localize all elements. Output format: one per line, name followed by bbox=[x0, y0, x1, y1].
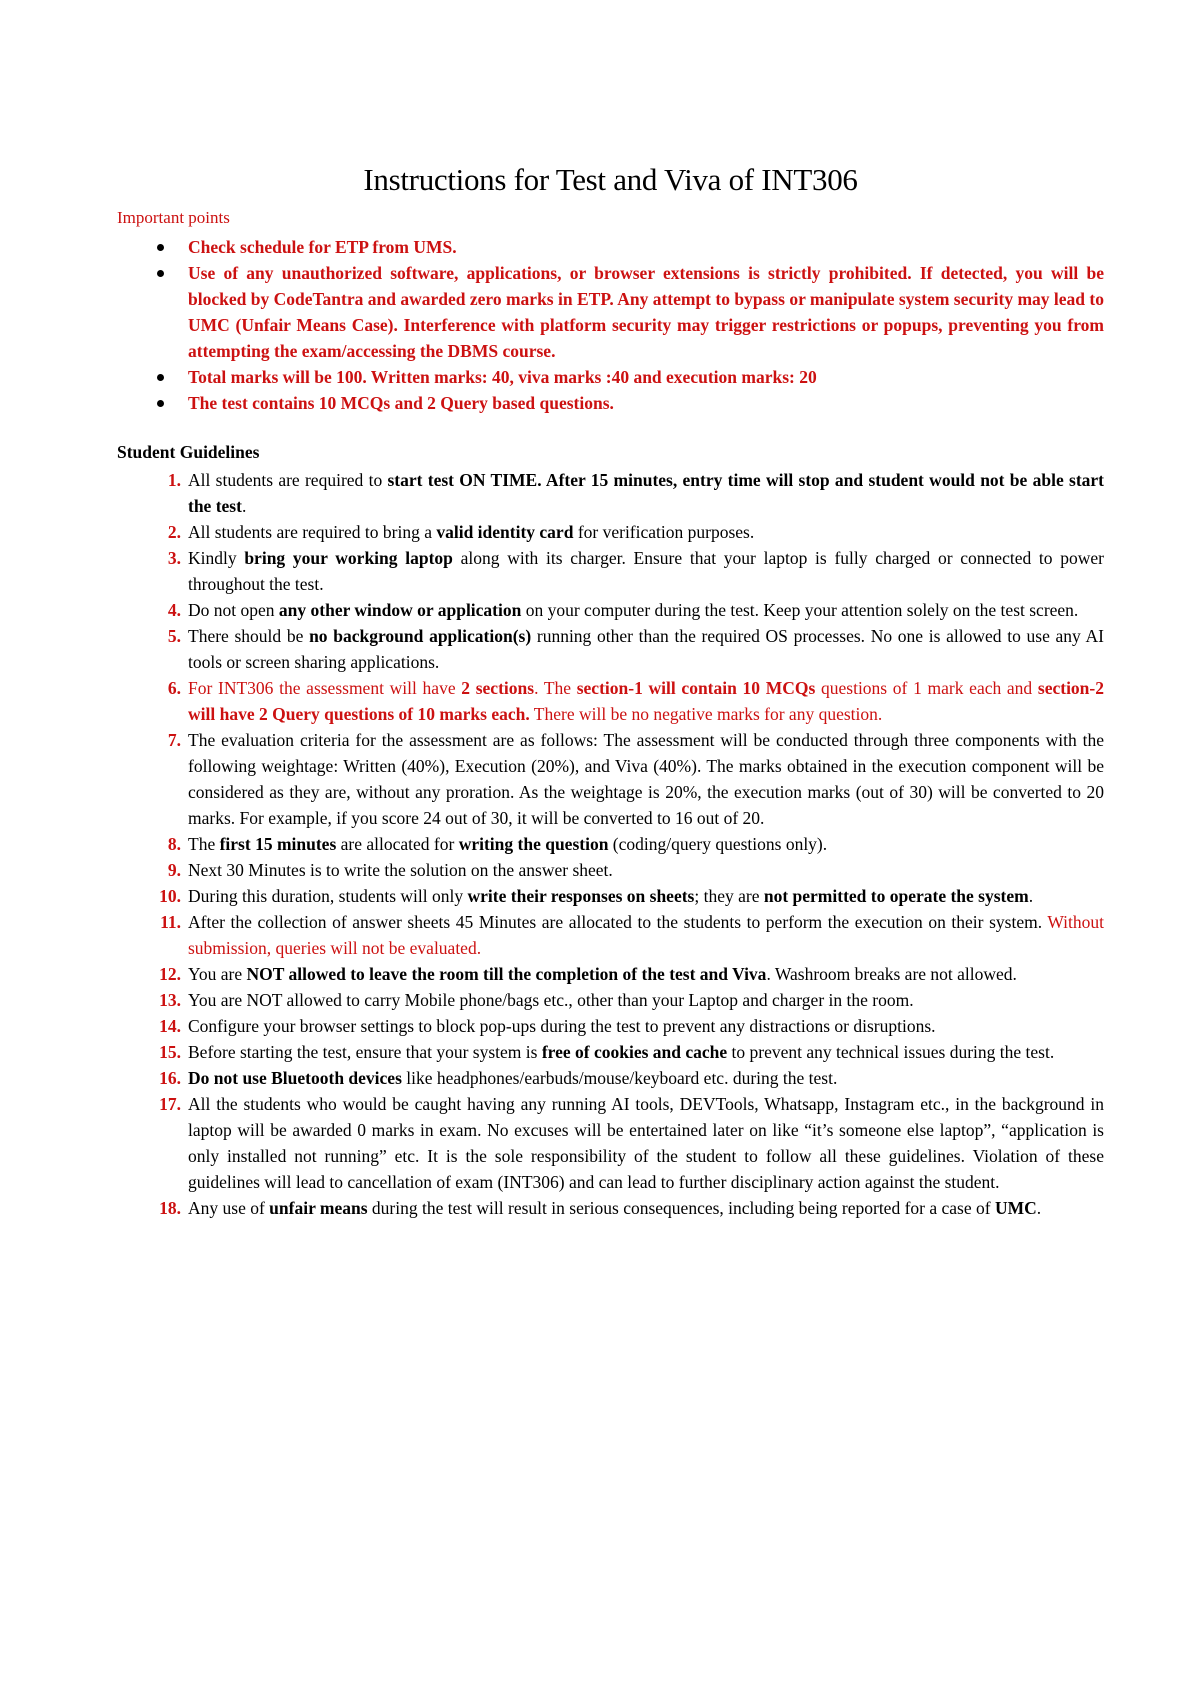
guideline-item bbox=[117, 1065, 1104, 1091]
guideline-number: 17. bbox=[159, 1094, 181, 1114]
guideline-text: section-2 will have 2 Query questions of 10 marks each. bbox=[188, 678, 1104, 724]
important-point: Total marks will be 100. Written marks: 40, viva marks :40 and execution marks: 20 bbox=[117, 364, 1104, 390]
guideline-item bbox=[117, 1013, 1104, 1039]
important-point: Check schedule for ETP from UMS. bbox=[117, 234, 1104, 260]
bullet-icon bbox=[157, 400, 164, 407]
guideline-text: Before starting the test, ensure that your system is bbox=[188, 1042, 542, 1062]
guideline-text: . bbox=[241, 496, 247, 516]
guideline-text: Any use of bbox=[188, 1198, 270, 1218]
guideline-number: 1. bbox=[167, 470, 181, 490]
guideline-number: 12. bbox=[159, 964, 181, 984]
guideline-text: There should be bbox=[188, 626, 310, 646]
guideline-text: All students are required to bring a bbox=[188, 522, 437, 542]
guideline-text: Do not open bbox=[188, 600, 279, 620]
guideline-item bbox=[117, 961, 1104, 987]
guideline-text: unfair means bbox=[269, 1198, 368, 1218]
guideline-text: Next 30 Minutes is to write the solution on the answer sheet. bbox=[188, 860, 613, 880]
guideline-text: are allocated for bbox=[336, 834, 459, 854]
guideline-text: . bbox=[1036, 1198, 1042, 1218]
guidelines-list bbox=[117, 467, 1104, 1221]
guideline-text: All the students who would be caught having any running AI tools, DEVTools, Whatsapp, Instagram etc., in the background in laptop will be awarded 0 marks in exam. No excuses will be entertained later on like “it’s someone else laptop”, “application is only installed not running” etc. It is the sole responsibility of the student to follow all these guidelines. Violation of these guidelines will lead to cancellation of exam (INT306) and can lead to further disciplinary action against the student. bbox=[188, 1094, 1104, 1192]
guideline-item bbox=[117, 467, 1104, 519]
page-title: Instructions for Test and Viva of INT306 bbox=[363, 162, 858, 197]
guideline-text: During this duration, students will only bbox=[188, 886, 468, 906]
guideline-text: NOT allowed to leave the room till the completion of the test and Viva bbox=[246, 964, 767, 984]
guideline-item bbox=[117, 831, 1104, 857]
guideline-item bbox=[117, 519, 1104, 545]
guideline-number: 14. bbox=[159, 1016, 181, 1036]
guideline-item bbox=[117, 623, 1104, 675]
guideline-item bbox=[117, 1091, 1104, 1195]
guideline-text: for verification purposes. bbox=[573, 522, 755, 542]
guideline-text: on your computer during the test. Keep your attention solely on the test screen. bbox=[521, 600, 1079, 620]
guideline-text: valid identity card bbox=[436, 522, 574, 542]
important-heading: Important points bbox=[117, 208, 230, 227]
guideline-text: UMC bbox=[994, 1198, 1037, 1218]
guideline-text: ; they are bbox=[694, 886, 764, 906]
guideline-item bbox=[117, 883, 1104, 909]
guideline-item bbox=[117, 987, 1104, 1013]
guideline-number: 13. bbox=[159, 990, 181, 1010]
guideline-text: like headphones/earbuds/mouse/keyboard etc. during the test. bbox=[401, 1068, 838, 1088]
guideline-text: You are bbox=[188, 964, 247, 984]
guideline-text: . bbox=[1028, 886, 1034, 906]
guideline-item bbox=[117, 545, 1104, 597]
guideline-number: 18. bbox=[159, 1198, 181, 1218]
guideline-text: 2 sections bbox=[461, 678, 535, 698]
important-points-list bbox=[117, 234, 1104, 416]
guideline-text: running other than the required OS processes. No one is allowed to use any AI tools or screen sharing applications. bbox=[188, 626, 1104, 672]
guideline-text: . Washroom breaks are not allowed. bbox=[766, 964, 1017, 984]
guideline-number: 9. bbox=[167, 860, 181, 880]
guideline-text: write their responses on sheets bbox=[467, 886, 695, 906]
guideline-text: questions of 1 mark each and bbox=[815, 678, 1038, 698]
guideline-text: There will be no negative marks for any question. bbox=[529, 704, 883, 724]
important-point: The test contains 10 MCQs and 2 Query based questions. bbox=[117, 390, 1104, 416]
guideline-text: Kindly bbox=[188, 548, 245, 568]
guideline-text: any other window or application bbox=[278, 600, 522, 620]
guideline-text: (coding/query questions only). bbox=[608, 834, 828, 854]
guideline-number: 2. bbox=[167, 522, 181, 542]
guideline-item bbox=[117, 1039, 1104, 1065]
guideline-number: 16. bbox=[159, 1068, 181, 1088]
guideline-item bbox=[117, 1195, 1104, 1221]
guideline-number: 7. bbox=[167, 730, 181, 750]
guideline-number: 11. bbox=[160, 912, 181, 932]
guideline-text: Do not use Bluetooth devices bbox=[188, 1068, 402, 1088]
guideline-number: 6. bbox=[167, 678, 181, 698]
guideline-text: Configure your browser settings to block pop-ups during the test to prevent any distractions or disruptions. bbox=[188, 1016, 936, 1036]
guideline-text: bring your working laptop bbox=[244, 548, 453, 568]
guideline-text: during the test will result in serious consequences, including being reported for a case of bbox=[367, 1198, 995, 1218]
guideline-text: free of cookies and cache bbox=[541, 1042, 728, 1062]
bullet-icon bbox=[157, 244, 164, 251]
guideline-text: along with its charger. Ensure that your laptop is fully charged or connected to power throughout the test. bbox=[188, 548, 1104, 594]
guideline-item bbox=[117, 909, 1104, 961]
guideline-text: section-1 will contain 10 MCQs bbox=[576, 678, 816, 698]
guideline-text: The bbox=[188, 834, 220, 854]
guideline-item bbox=[117, 857, 1104, 883]
guideline-text: You are NOT allowed to carry Mobile phone/bags etc., other than your Laptop and charger in the room. bbox=[188, 990, 914, 1010]
guideline-number: 3. bbox=[167, 548, 181, 568]
guideline-number: 15. bbox=[159, 1042, 181, 1062]
important-point: Use of any unauthorized software, applications, or browser extensions is strictly prohibited. If detected, you will be blocked by CodeTantra and awarded zero marks in ETP. Any attempt to bypass or manipulate system security may lead to UMC (Unfair Means Case). Interference with platform security may trigger restrictions or popups, preventing you from attempting the exam/accessing the DBMS course. bbox=[117, 260, 1104, 364]
guideline-number: 8. bbox=[167, 834, 181, 854]
guideline-text: The evaluation criteria for the assessment are as follows: The assessment will be conducted through three components with the following weightage: Written (40%), Execution (20%), and Viva (40%). The marks obtained in the execution component will be considered as they are, without any proration. As the weightage is 20%, the execution marks (out of 30) will be converted to 20 marks. For example, if you score 24 out of 30, it will be converted to 16 out of 20. bbox=[188, 730, 1104, 828]
guideline-number: 5. bbox=[167, 626, 181, 646]
guideline-text: All students are required to bbox=[188, 470, 388, 490]
guideline-item bbox=[117, 597, 1104, 623]
guideline-number: 4. bbox=[167, 600, 181, 620]
guideline-number: 10. bbox=[159, 886, 181, 906]
guidelines-heading: Student Guidelines bbox=[117, 442, 260, 462]
guideline-text: For INT306 the assessment will have bbox=[188, 678, 462, 698]
bullet-icon bbox=[157, 374, 164, 381]
guideline-text: no background application(s) bbox=[309, 626, 532, 646]
guideline-item bbox=[117, 675, 1104, 727]
guideline-text: to prevent any technical issues during the test. bbox=[727, 1042, 1055, 1062]
guideline-item bbox=[117, 727, 1104, 831]
guideline-text: first 15 minutes bbox=[219, 834, 337, 854]
guideline-text: start test ON TIME. After 15 minutes, entry time will stop and student would not be able start the test bbox=[188, 470, 1104, 516]
bullet-icon bbox=[157, 270, 164, 277]
guideline-text: writing the question bbox=[458, 834, 609, 854]
guideline-text: After the collection of answer sheets 45 Minutes are allocated to the students to perform the execution on their system. bbox=[188, 912, 1048, 932]
guideline-text: Without submission, queries will not be evaluated. bbox=[188, 912, 1104, 958]
guideline-text: . The bbox=[534, 678, 577, 698]
guideline-text: not permitted to operate the system bbox=[763, 886, 1029, 906]
